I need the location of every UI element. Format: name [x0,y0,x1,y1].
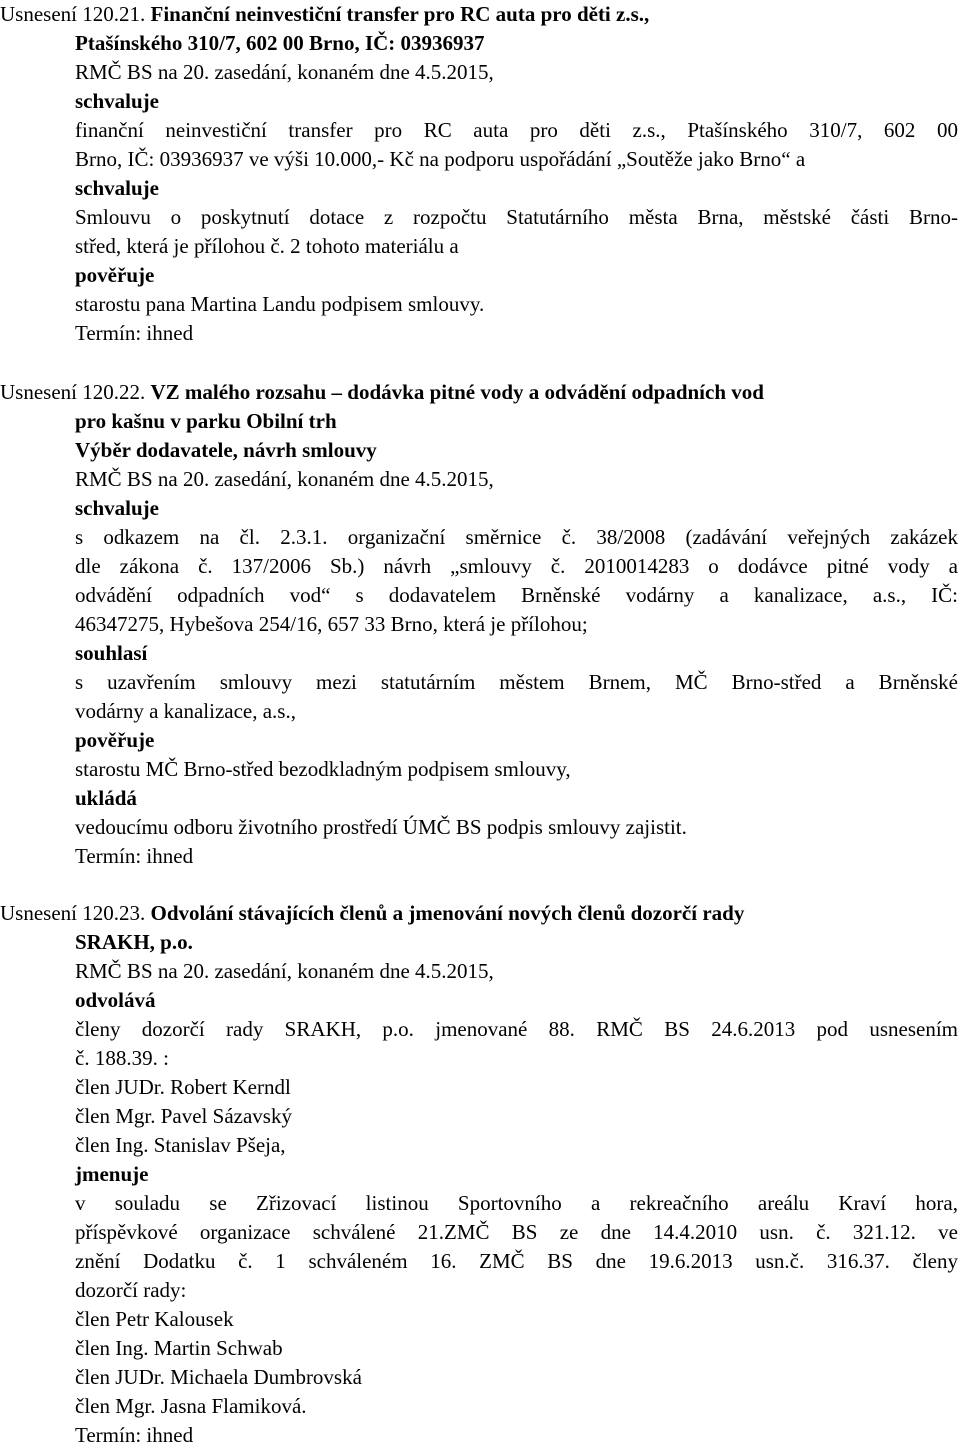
verb-odvolava: odvolává [75,988,156,1012]
paragraph-line: finanční neinvestiční transfer pro RC auta pro děti z.s., Ptašínského 310/7, 602 00 [75,118,958,142]
resolution-number: Usnesení 120.23. [0,901,146,925]
meeting-info: RMČ BS na 20. zasedání, konaném dne 4.5.2015, [75,959,494,983]
resolution-title: Odvolání stávajících členů a jmenování nových členů dozorčí rady [150,901,745,925]
paragraph-line: 46347275, Hybešova 254/16, 657 33 Brno, která je přílohou; [75,612,588,636]
resolution-title-cont: pro kašnu v parku Obilní trh [75,409,337,433]
resolution-title: Finanční neinvestiční transfer pro RC auta pro děti z.s., [150,2,650,26]
paragraph-line: dle zákona č. 137/2006 Sb.) návrh „smlouvy č. 2010014283 o dodávce pitné vody a [75,554,958,578]
member-item: člen Mgr. Pavel Sázavský [75,1104,292,1128]
paragraph-line: starostu pana Martina Landu podpisem smlouvy. [75,292,485,316]
paragraph-line: odvádění odpadních vod“ s dodavatelem Brněnské vodárny a kanalizace, a.s., IČ: [75,583,958,607]
member-item: člen JUDr. Robert Kerndl [75,1075,291,1099]
paragraph-line: znění Dodatku č. 1 schváleném 16. ZMČ BS dne 19.6.2013 usn.č. 316.37. členy [75,1249,958,1273]
meeting-info: RMČ BS na 20. zasedání, konaném dne 4.5.2015, [75,60,494,84]
paragraph-line: č. 188.39. : [75,1046,169,1070]
paragraph-line: starostu MČ Brno-střed bezodkladným podpisem smlouvy, [75,757,571,781]
resolution-number: Usnesení 120.22. [0,380,146,404]
paragraph-line: vedoucímu odboru životního prostředí ÚMČ BS podpis smlouvy zajistit. [75,815,687,839]
paragraph-line: členy dozorčí rady SRAKH, p.o. jmenované 88. RMČ BS 24.6.2013 pod usnesením [75,1017,958,1041]
paragraph-line: s odkazem na čl. 2.3.1. organizační směrnice č. 38/2008 (zadávání veřejných zakázek [75,525,958,549]
resolution-heading [0,899,960,928]
verb-souhlasi: souhlasí [75,641,148,665]
deadline: Termín: ihned [75,1423,194,1447]
meeting-info: RMČ BS na 20. zasedání, konaném dne 4.5.2015, [75,467,494,491]
verb-jmenuje: jmenuje [75,1162,149,1186]
resolution-title: VZ malého rozsahu – dodávka pitné vody a odvádění odpadních vod [150,380,764,404]
member-item: člen JUDr. Michaela Dumbrovská [75,1365,362,1389]
resolution-title-cont: SRAKH, p.o. [75,930,193,954]
verb-poveruje: pověřuje [75,263,155,287]
member-item: člen Petr Kalousek [75,1307,234,1331]
paragraph-line: příspěvkové organizace schválené 21.ZMČ BS ze dne 14.4.2010 usn. č. 321.12. ve [75,1220,958,1244]
verb-schvaluje: schvaluje [75,496,159,520]
paragraph-line: dozorčí rady: [75,1278,187,1302]
resolution-heading [0,0,960,29]
member-item: člen Mgr. Jasna Flamiková. [75,1394,307,1418]
resolution-title-cont: Ptašínského 310/7, 602 00 Brno, IČ: 03936937 [75,31,485,55]
deadline: Termín: ihned [75,844,194,868]
verb-poveruje: pověřuje [75,728,155,752]
resolution-120-21 [0,0,960,348]
resolution-heading [0,378,960,407]
resolution-120-22 [0,378,960,871]
resolution-120-23 [0,899,960,1450]
resolution-number: Usnesení 120.21. [0,2,146,26]
verb-schvaluje: schvaluje [75,176,159,200]
paragraph-line: vodárny a kanalizace, a.s., [75,699,296,723]
verb-uklada: ukládá [75,786,137,810]
verb-schvaluje: schvaluje [75,89,159,113]
member-item: člen Ing. Martin Schwab [75,1336,283,1360]
paragraph-line: s uzavřením smlouvy mezi statutárním městem Brnem, MČ Brno-střed a Brněnské [75,670,958,694]
paragraph-line: v souladu se Zřizovací listinou Sportovního a rekreačního areálu Kraví hora, [75,1191,958,1215]
member-item: člen Ing. Stanislav Pšeja, [75,1133,286,1157]
resolution-subtitle: Výběr dodavatele, návrh smlouvy [75,438,377,462]
paragraph-line: Brno, IČ: 03936937 ve výši 10.000,- Kč na podporu uspořádání „Soutěže jako Brno“ a [75,147,806,171]
paragraph-line: Smlouvu o poskytnutí dotace z rozpočtu Statutárního města Brna, městské části Brno- [75,205,958,229]
deadline: Termín: ihned [75,321,194,345]
paragraph-line: střed, která je přílohou č. 2 tohoto materiálu a [75,234,459,258]
